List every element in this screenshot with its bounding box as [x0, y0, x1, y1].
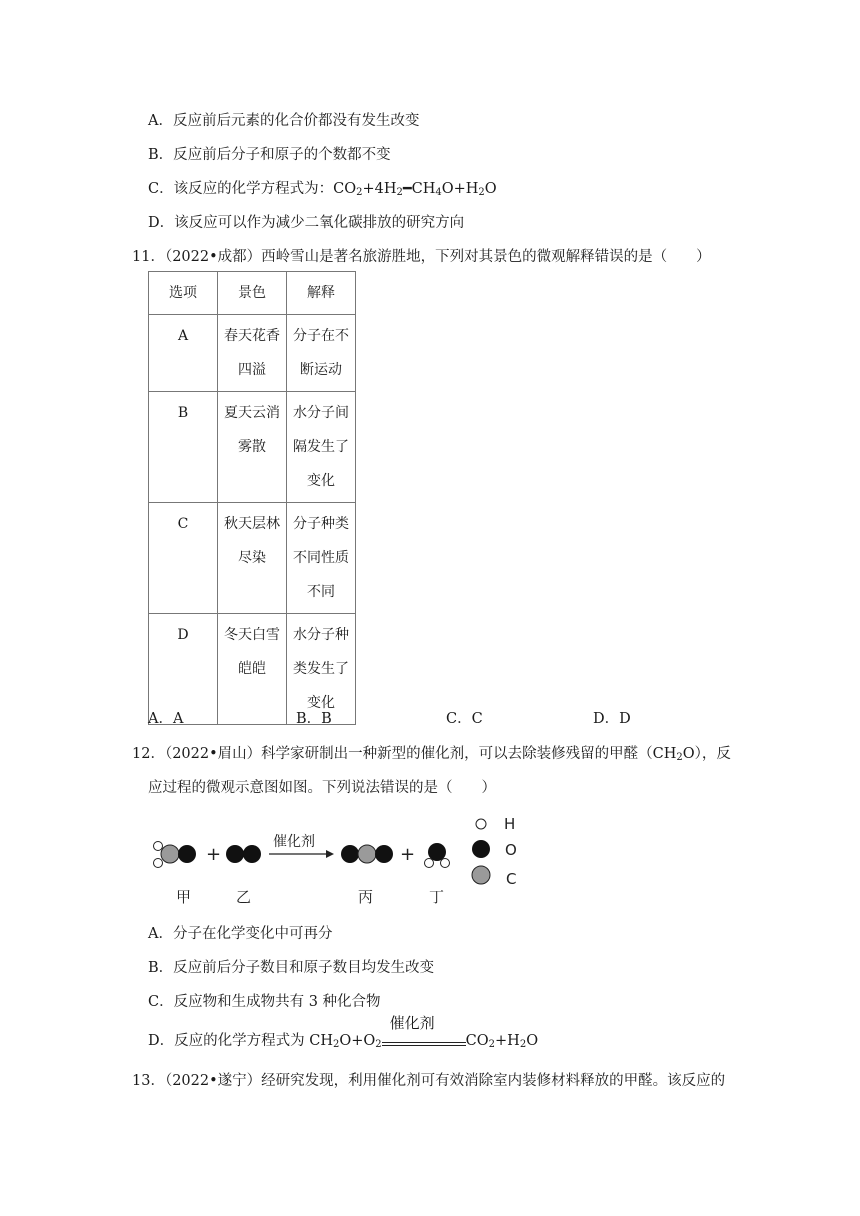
q12-option-d: D．反应的化学方程式为 $CH_2O+O_2$ 催化剂 $CO_2+H_2O$ [148, 1014, 539, 1050]
q10-option-d: D．该反应可以作为减少二氧化碳排放的研究方向 [148, 215, 465, 231]
table-header-cell: 选项 [149, 272, 218, 315]
table-cell-explanation: 分子在不断运动 [287, 315, 356, 392]
table-cell-scene: 春天花香四溢 [218, 315, 287, 392]
table-cell-explanation: 水分子间隔发生了变化 [287, 392, 356, 503]
table-row [149, 315, 356, 392]
oxygen-atom [243, 845, 261, 863]
q11-stem: 11．（2022•成都）西岭雪山是著名旅游胜地，下列对其景色的微观解释错误的是（ ） [132, 249, 711, 265]
label-jia: 甲 [176, 888, 192, 906]
table-cell-explanation: 分子种类不同性质不同 [287, 503, 356, 614]
molecule-bing [341, 845, 393, 863]
table-cell-option: A [149, 315, 218, 392]
table-row [149, 503, 356, 614]
table-cell-explanation: 水分子种类发生了变化 [287, 614, 356, 725]
q12-stem-line1: 12．（2022•眉山）科学家研制出一种新型的催化剂，可以去除装修残留的甲醛$(CH_2O)$，反 [132, 746, 731, 763]
q10-option-b: B．反应前后分子和原子的个数都不变 [148, 147, 391, 163]
legend-label-h: H [504, 815, 516, 833]
carbon-atom [358, 845, 376, 863]
reaction-diagram [148, 812, 528, 912]
hydrogen-atom [154, 842, 163, 851]
q13-stem: 13．（2022•遂宁）经研究发现，利用催化剂可有效消除室内装修材料释放的甲醛。该反应的 [132, 1073, 726, 1089]
equation-catalyst-label: 催化剂 [389, 1014, 435, 1032]
table-cell-scene: 夏天云消雾散 [218, 392, 287, 503]
table-row [149, 392, 356, 503]
hydrogen-atom [441, 859, 450, 868]
table-row [149, 614, 356, 725]
arrow-head [326, 850, 334, 858]
molecule-ding [425, 843, 450, 868]
legend-label-o: O [505, 841, 517, 859]
molecule-jia [154, 842, 197, 868]
legend-label-c: C [506, 870, 517, 888]
q12-option-a: A．分子在化学变化中可再分 [148, 926, 333, 942]
q12-stem-line2: 应过程的微观示意图如图。下列说法错误的是（ ） [148, 780, 496, 796]
legend-carbon-atom [472, 866, 490, 884]
catalyst-label: 催化剂 [273, 834, 315, 850]
table-cell-scene: 冬天白雪皑皑 [218, 614, 287, 725]
table-header-cell: 解释 [287, 272, 356, 315]
plus-sign-1: + [206, 844, 222, 865]
equation-line: ━ [402, 180, 412, 197]
table-cell-scene: 秋天层林尽染 [218, 503, 287, 614]
label-bing: 丙 [358, 888, 374, 906]
label-ding: 丁 [429, 888, 445, 906]
carbon-atom [161, 845, 179, 863]
q11-choice-a: A．A [148, 711, 184, 727]
atom-legend [472, 815, 517, 888]
hydrogen-atom [154, 859, 163, 868]
equation-line-top [382, 1042, 466, 1043]
table-header-cell: 景色 [218, 272, 287, 315]
q11-choice-b: B．B [296, 711, 332, 727]
molecule-yi [226, 845, 261, 863]
equation-line-bottom [382, 1045, 466, 1046]
label-yi: 乙 [236, 888, 252, 906]
oxygen-atom [226, 845, 244, 863]
oxygen-atom [178, 845, 196, 863]
catalyst-equation-sign [382, 1014, 466, 1051]
table-cell-option: C [149, 503, 218, 614]
table-header-row [149, 272, 356, 315]
q11-table [148, 271, 356, 725]
legend-hydrogen-atom [476, 819, 486, 829]
legend-oxygen-atom [472, 840, 490, 858]
table-cell-option: B [149, 392, 218, 503]
table-cell-option: D [149, 614, 218, 725]
plus-sign-2: + [400, 844, 416, 865]
q12-option-c: C．反应物和生成物共有 3 种化合物 [148, 994, 381, 1010]
oxygen-atom [375, 845, 393, 863]
q10-option-a: A．反应前后元素的化合价都没有发生改变 [148, 113, 420, 129]
hydrogen-atom [425, 859, 434, 868]
q10-option-c: C．该反应的化学方程式为：$CO_2+4H_2━CH_4O+H_2O$ [148, 180, 497, 198]
q11-choice-d: D．D [593, 711, 631, 727]
q11-choice-c: C．C [446, 711, 483, 727]
q12-option-b: B．反应前后分子数目和原子数目均发生改变 [148, 960, 435, 976]
oxygen-atom [341, 845, 359, 863]
